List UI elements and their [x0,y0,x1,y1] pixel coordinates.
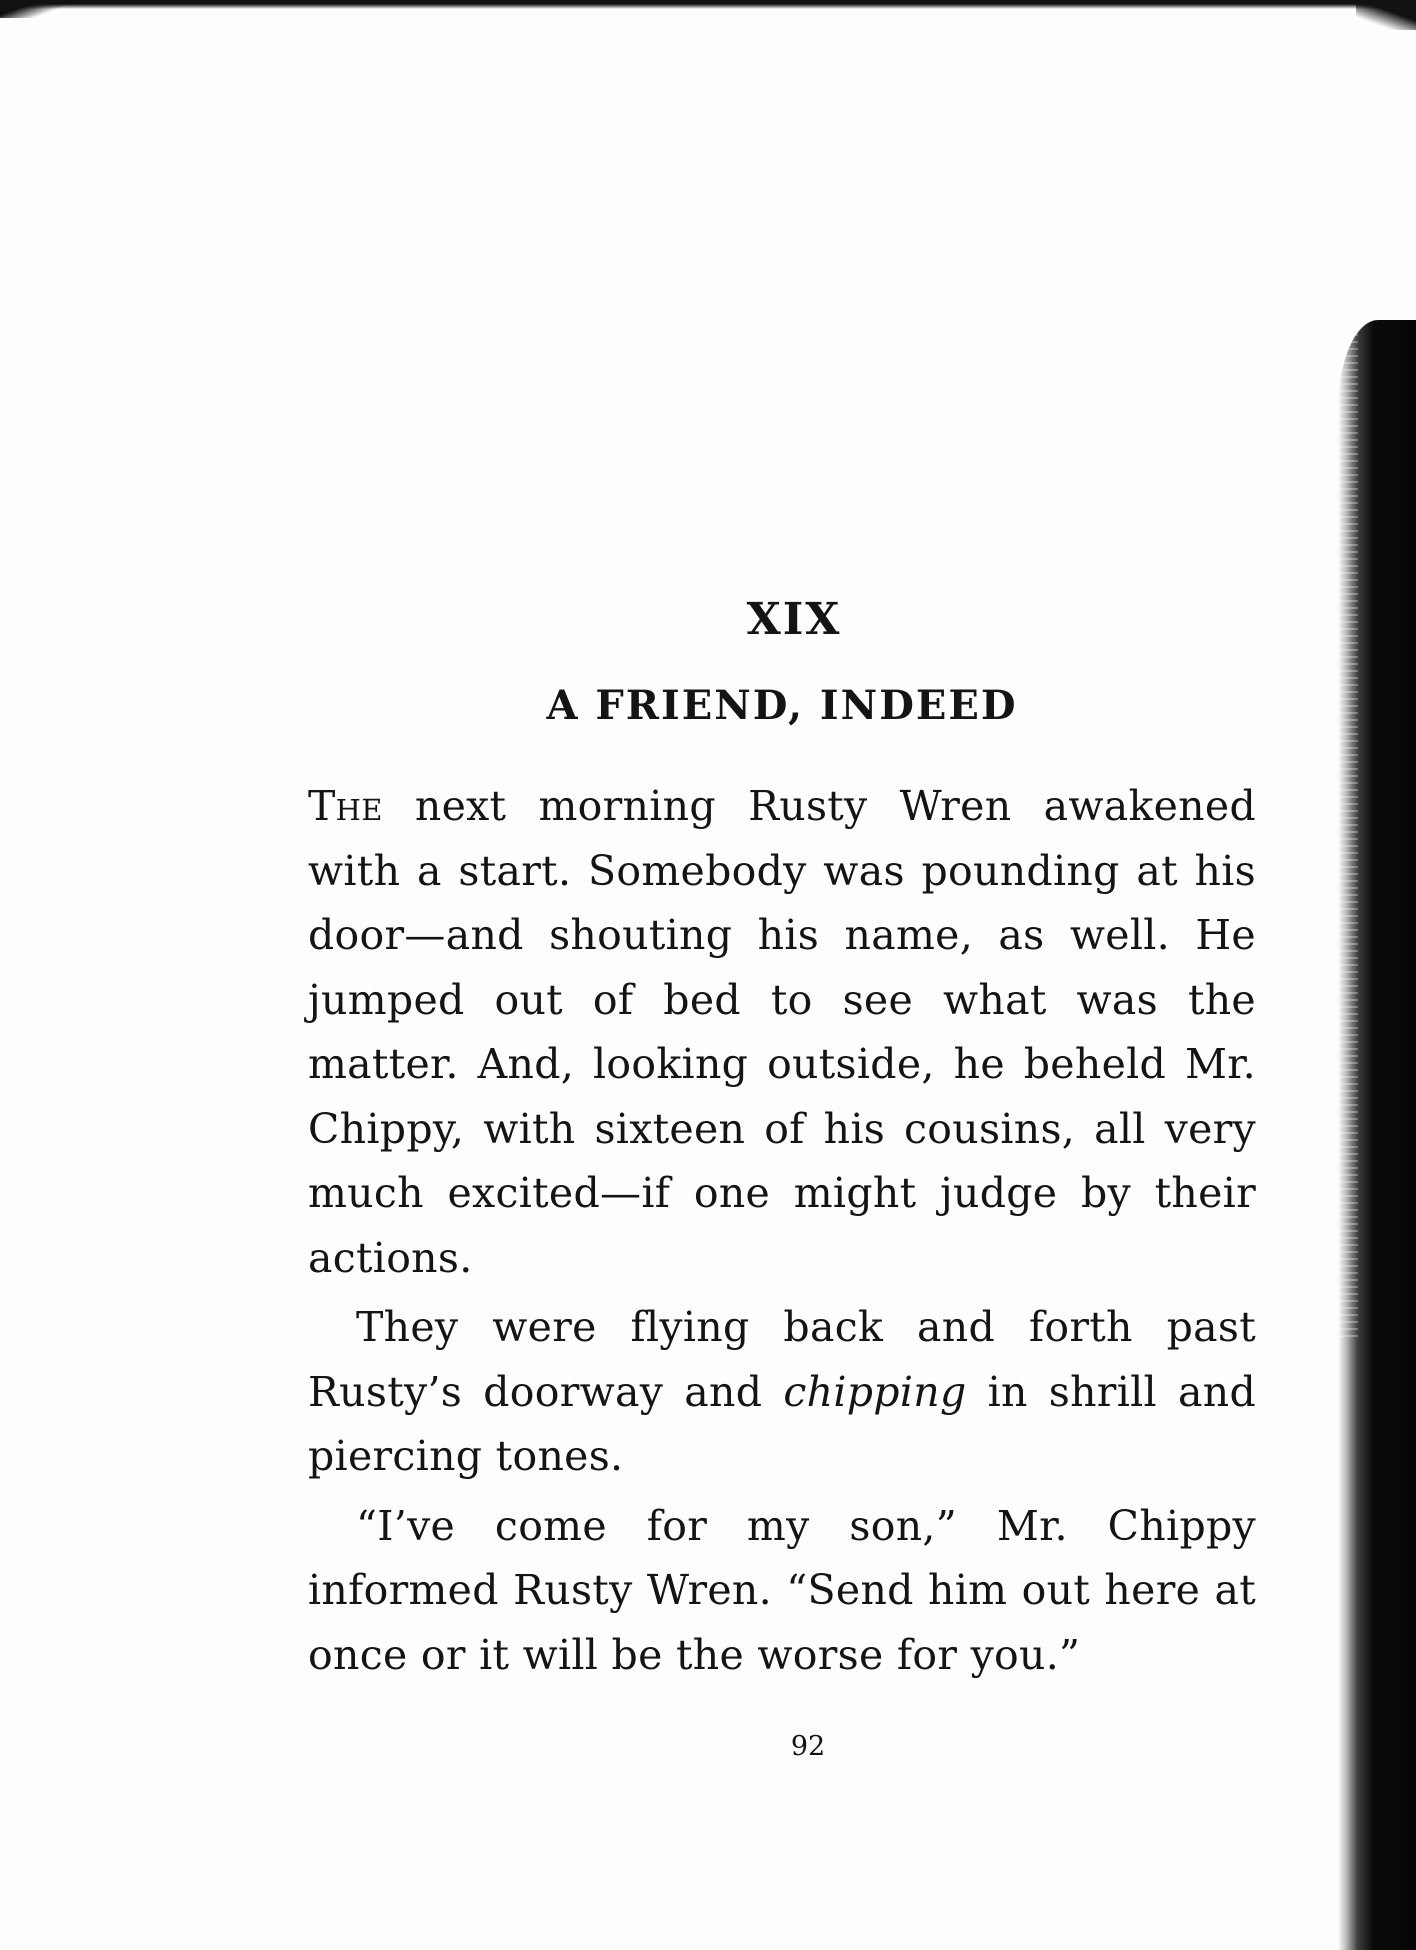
paragraph-2 [308,1295,1256,1489]
paragraph-2-text-before: They were flying back and forth past Rusty’s doorway and [308,1303,1256,1416]
chapter-title: A FRIEND, INDEED [546,682,1018,729]
paragraph-1 [308,774,1256,1290]
paragraph-2-text-after: in shrill and piercing tones. [308,1367,1257,1480]
scan-top-left-corner [0,0,70,18]
chapter-number: XIX [746,594,842,645]
paragraph-3: “I’ve come for my son,” Mr. Chippy informed Rusty Wren. “Send him out here at once or it will be the worse for you.” [308,1501,1256,1679]
paragraph-1-lead-word: The [308,782,383,830]
page-number: 92 [790,1731,826,1762]
scan-top-edge [0,0,1416,9]
scan-top-right-corner [1356,0,1416,30]
binding-speckle [1332,320,1358,1340]
paragraph-1-text: next morning Rusty Wren awakened with a start. Somebody was pounding at his door—and shouting his name, as well. He jumped out of bed to see what was the matter. And, looking outside, he beheld Mr. Chippy, with sixteen of his cousins, all very much excited—if one might judge by their actions. [308,782,1256,1282]
paragraph-2-emphasis: chipping [783,1367,967,1416]
page-text-block [308,590,1256,1692]
